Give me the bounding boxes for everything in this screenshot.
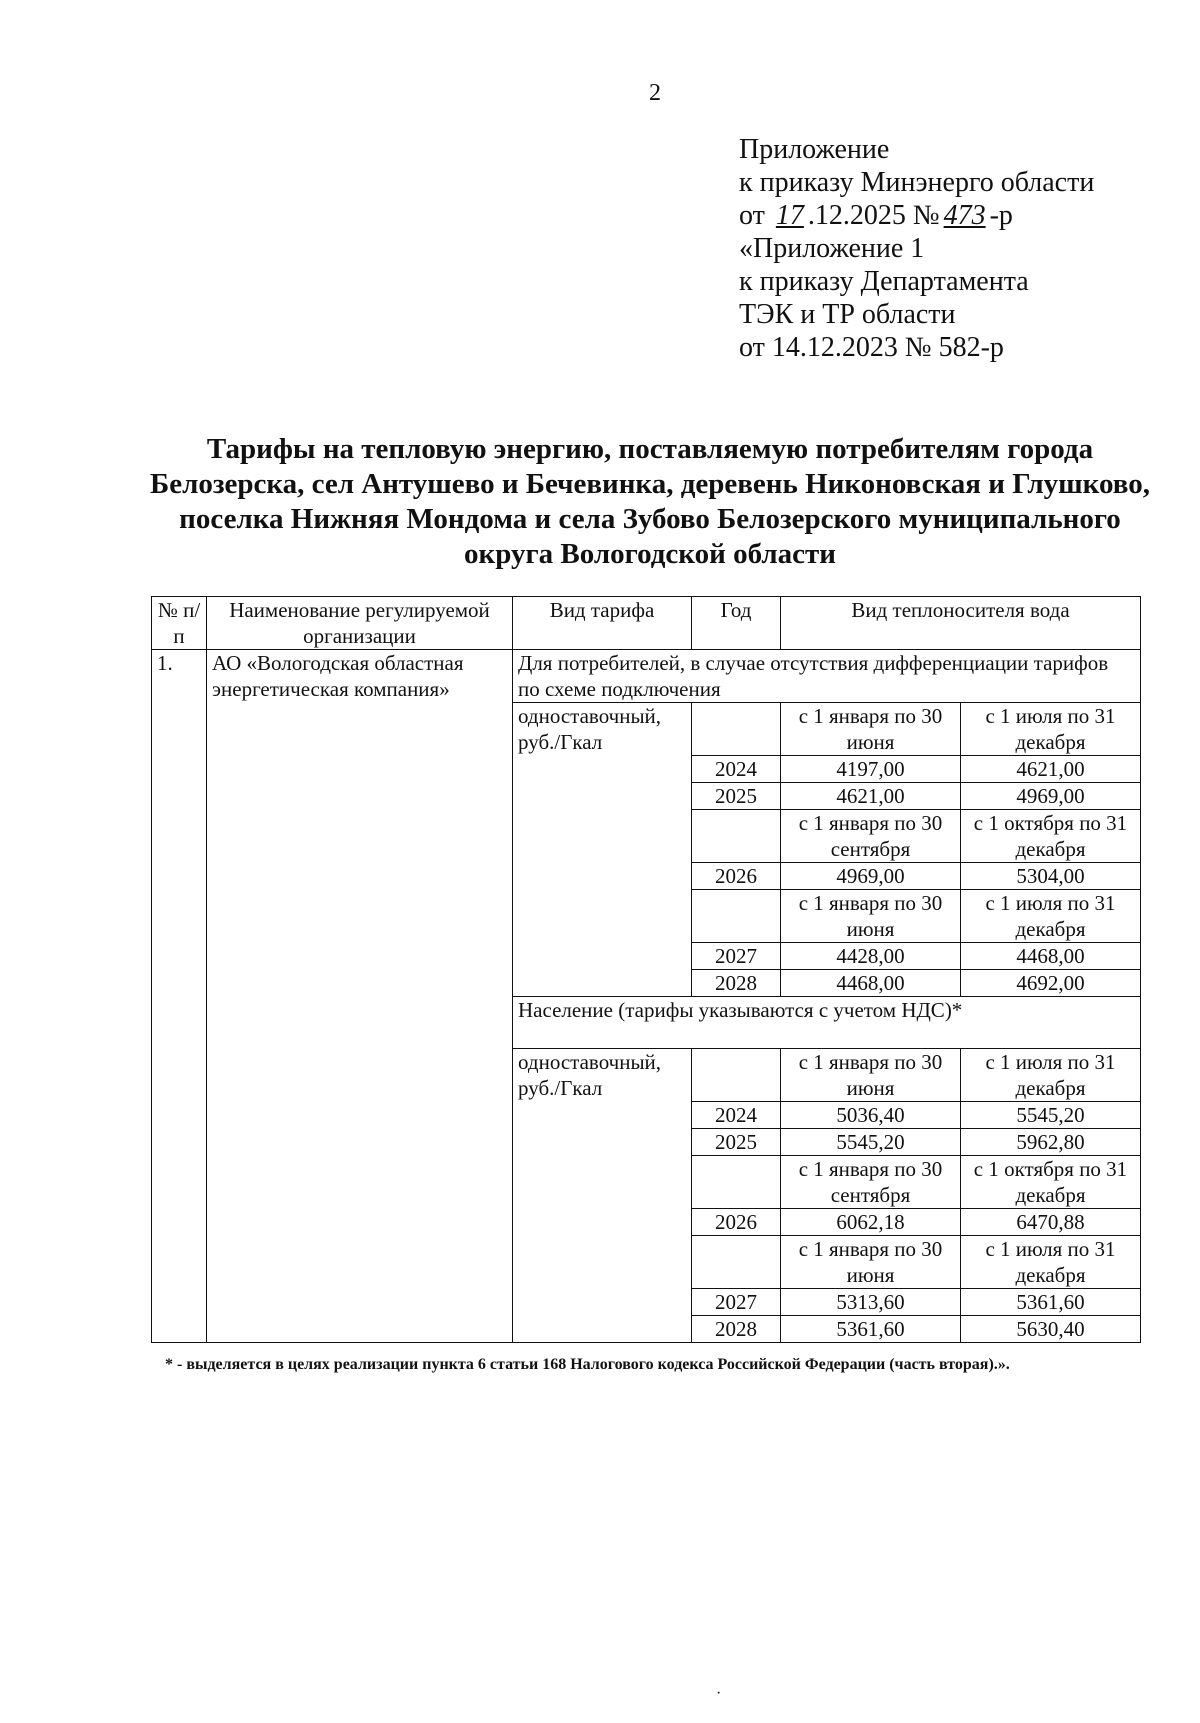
period-second-half: с 1 июля по 31 декабря bbox=[961, 890, 1141, 943]
header-carrier: Вид теплоносителя вода bbox=[781, 597, 1141, 650]
year-cell bbox=[692, 1236, 781, 1289]
organization-name: АО «Вологодская областная энергетическая компания» bbox=[207, 650, 513, 1343]
period-first-half: с 1 января по 30 июня bbox=[781, 1049, 961, 1102]
year-cell: 2026 bbox=[692, 863, 781, 890]
value-first-period: 4621,00 bbox=[781, 783, 961, 810]
table-header-row bbox=[152, 597, 1141, 650]
year-cell: 2028 bbox=[692, 1316, 781, 1343]
year-cell: 2027 bbox=[692, 1289, 781, 1316]
year-cell: 2024 bbox=[692, 1102, 781, 1129]
value-second-period: 4692,00 bbox=[961, 970, 1141, 997]
value-first-period: 4197,00 bbox=[781, 756, 961, 783]
period-first-half: с 1 января по 30 июня bbox=[781, 703, 961, 756]
value-second-period: 5630,40 bbox=[961, 1316, 1141, 1343]
period-second-half: с 1 октября по 31 декабря bbox=[961, 810, 1141, 863]
value-first-period: 4468,00 bbox=[781, 970, 961, 997]
row-number: 1. bbox=[152, 650, 207, 1343]
value-second-period: 5361,60 bbox=[961, 1289, 1141, 1316]
year-cell bbox=[692, 1156, 781, 1209]
value-second-period: 4621,00 bbox=[961, 756, 1141, 783]
value-second-period: 6470,88 bbox=[961, 1209, 1141, 1236]
year-cell bbox=[692, 810, 781, 863]
handwritten-day: 17 bbox=[775, 200, 804, 231]
value-first-period: 5545,20 bbox=[781, 1129, 961, 1156]
appendix-block bbox=[739, 133, 1094, 364]
period-first-half: с 1 января по 30 сентября bbox=[781, 810, 961, 863]
value-first-period: 4969,00 bbox=[781, 863, 961, 890]
year-cell bbox=[692, 1049, 781, 1102]
period-second-half: с 1 июля по 31 декабря bbox=[961, 1236, 1141, 1289]
value-first-period: 5361,60 bbox=[781, 1316, 961, 1343]
period-first-half: с 1 января по 30 июня bbox=[781, 890, 961, 943]
year-cell: 2025 bbox=[692, 1129, 781, 1156]
year-cell bbox=[692, 890, 781, 943]
header-year: Год bbox=[692, 597, 781, 650]
period-second-half: с 1 июля по 31 декабря bbox=[961, 1049, 1141, 1102]
year-cell: 2026 bbox=[692, 1209, 781, 1236]
appendix-line-1: Приложение bbox=[739, 134, 890, 165]
appendix-order-suffix: -р bbox=[989, 200, 1013, 231]
page-number: 2 bbox=[649, 80, 661, 106]
section-heading: Население (тарифы указываются с учетом НДС)* bbox=[513, 997, 1141, 1049]
appendix-date-prefix: от bbox=[739, 200, 765, 231]
appendix-line-6: ТЭК и ТР области bbox=[739, 299, 956, 330]
year-cell: 2024 bbox=[692, 756, 781, 783]
value-first-period: 4428,00 bbox=[781, 943, 961, 970]
document-title: Тарифы на тепловую энергию, поставляемую потребителям города Белозерска, сел Антушево и Бечевинка, деревень Никоновская и Глушково, поселка Нижняя Мондома и села Зубово Белозерского муниципального округа Вологодской области bbox=[150, 433, 1150, 570]
year-cell: 2027 bbox=[692, 943, 781, 970]
header-organization: Наименование регулируемой организации bbox=[207, 597, 513, 650]
value-second-period: 5545,20 bbox=[961, 1102, 1141, 1129]
appendix-line-3 bbox=[739, 199, 1094, 232]
header-tariff-type: Вид тарифа bbox=[513, 597, 692, 650]
value-second-period: 4969,00 bbox=[961, 783, 1141, 810]
bottom-mark: · bbox=[716, 1685, 722, 1702]
appendix-line-7: от 14.12.2023 № 582-р bbox=[739, 332, 1004, 363]
appendix-line-4: «Приложение 1 bbox=[739, 233, 925, 264]
value-second-period: 4468,00 bbox=[961, 943, 1141, 970]
footnote: * - выделяется в целях реализации пункта 6 статьи 168 Налогового кодекса Российской Федерации (часть вторая).». bbox=[165, 1356, 1010, 1373]
header-num: № п/п bbox=[152, 597, 207, 650]
value-first-period: 5313,60 bbox=[781, 1289, 961, 1316]
tariff-table bbox=[151, 596, 1141, 1343]
appendix-line-2: к приказу Минэнерго области bbox=[739, 167, 1095, 198]
value-second-period: 5962,80 bbox=[961, 1129, 1141, 1156]
year-cell bbox=[692, 703, 781, 756]
tariff-type: одноставочный, руб./Гкал bbox=[513, 1049, 692, 1343]
period-first-half: с 1 января по 30 июня bbox=[781, 1236, 961, 1289]
period-second-half: с 1 июля по 31 декабря bbox=[961, 703, 1141, 756]
value-first-period: 5036,40 bbox=[781, 1102, 961, 1129]
period-first-half: с 1 января по 30 сентября bbox=[781, 1156, 961, 1209]
period-second-half: с 1 октября по 31 декабря bbox=[961, 1156, 1141, 1209]
year-cell: 2025 bbox=[692, 783, 781, 810]
handwritten-order-number: 473 bbox=[943, 200, 986, 231]
appendix-date-middle: .12.2025 № bbox=[807, 200, 940, 231]
year-cell: 2028 bbox=[692, 970, 781, 997]
tariff-type: одноставочный, руб./Гкал bbox=[513, 703, 692, 997]
appendix-line-5: к приказу Департамента bbox=[739, 266, 1029, 297]
value-first-period: 6062,18 bbox=[781, 1209, 961, 1236]
section-heading-row bbox=[152, 650, 1141, 703]
value-second-period: 5304,00 bbox=[961, 863, 1141, 890]
section-heading: Для потребителей, в случае отсутствия дифференциации тарифов по схеме подключения bbox=[513, 650, 1141, 703]
